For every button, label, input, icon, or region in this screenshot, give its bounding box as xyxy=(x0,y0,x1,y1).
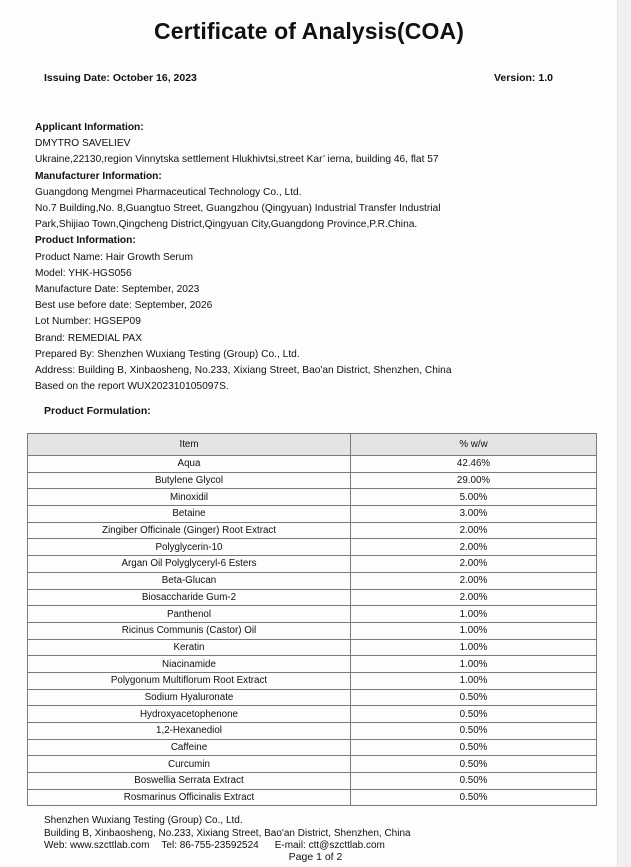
footer-email: E-mail: ctt@szcttlab.com xyxy=(274,840,385,851)
table-row xyxy=(28,739,597,756)
report-reference: Based on the report WUX202310105097S. xyxy=(35,381,229,393)
ingredient-percent: 0.50% xyxy=(351,739,597,756)
brand: Brand: REMEDIAL PAX xyxy=(35,332,143,344)
table-row xyxy=(28,589,597,606)
ingredient-name: Polygonum Multiflorum Root Extract xyxy=(28,672,351,689)
table-row xyxy=(28,472,597,489)
ingredient-percent: 1.00% xyxy=(351,672,597,689)
page-edge-scroll-area xyxy=(617,0,631,867)
table-row xyxy=(28,556,597,573)
applicant-address: Ukraine,22130,region Vinnytska settlement Hlukhivtsi,street Kar’ ierna, building 46, flat 57 xyxy=(35,154,439,166)
table-row xyxy=(28,489,597,506)
prepared-by: Prepared By: Shenzhen Wuxiang Testing (Group) Co., Ltd. xyxy=(35,348,300,360)
table-row xyxy=(28,456,597,473)
table-row xyxy=(28,606,597,623)
version: Version: 1.0 xyxy=(494,72,553,84)
document-title: Certificate of Analysis(COA) xyxy=(154,18,464,44)
column-header-percent: % w/w xyxy=(351,434,597,456)
ingredient-name: Ricinus Communis (Castor) Oil xyxy=(28,622,351,639)
product-heading: Product Information: xyxy=(35,235,136,247)
ingredient-percent: 3.00% xyxy=(351,506,597,523)
table-row xyxy=(28,639,597,656)
ingredient-name: Niacinamide xyxy=(28,656,351,673)
column-header-item: Item xyxy=(28,434,351,456)
ingredient-percent: 5.00% xyxy=(351,489,597,506)
ingredient-name: Butylene Glycol xyxy=(28,472,351,489)
manufacture-date: Manufacture Date: September, 2023 xyxy=(35,284,200,296)
ingredient-name: Boswellia Serrata Extract xyxy=(28,773,351,790)
footer-tel: Tel: 86-755-23592524 xyxy=(161,840,259,851)
ingredient-percent: 2.00% xyxy=(351,556,597,573)
ingredient-percent: 2.00% xyxy=(351,589,597,606)
ingredient-percent: 1.00% xyxy=(351,606,597,623)
ingredient-percent: 2.00% xyxy=(351,572,597,589)
ingredient-percent: 0.50% xyxy=(351,723,597,740)
applicant-heading: Applicant Information: xyxy=(35,122,144,133)
ingredient-name: Curcumin xyxy=(28,756,351,773)
best-before-date: Best use before date: September, 2026 xyxy=(35,300,213,312)
table-row xyxy=(28,756,597,773)
ingredient-percent: 0.50% xyxy=(351,789,597,806)
ingredient-percent: 1.00% xyxy=(351,656,597,673)
ingredient-percent: 1.00% xyxy=(351,639,597,656)
table-row xyxy=(28,572,597,589)
ingredient-name: Caffeine xyxy=(28,739,351,756)
product-model: Model: YHK-HGS056 xyxy=(35,267,132,279)
table-row xyxy=(28,672,597,689)
table-row xyxy=(28,689,597,706)
table-row xyxy=(28,522,597,539)
footer-company: Shenzhen Wuxiang Testing (Group) Co., Ltd. xyxy=(44,815,243,826)
ingredient-name: 1,2-Hexanediol xyxy=(28,723,351,740)
ingredient-name: Biosaccharide Gum-2 xyxy=(28,589,351,606)
table-row xyxy=(28,506,597,523)
ingredient-percent: 0.50% xyxy=(351,706,597,723)
ingredient-name: Keratin xyxy=(28,639,351,656)
ingredient-percent: 0.50% xyxy=(351,756,597,773)
prepared-by-address: Address: Building B, Xinbaosheng, No.233, Xixiang Street, Bao'an District, Shenzhen, China xyxy=(35,365,452,377)
manufacturer-heading: Manufacturer Information: xyxy=(35,170,162,182)
info-section xyxy=(35,120,451,395)
ingredient-percent: 0.50% xyxy=(351,773,597,790)
ingredient-name: Aqua xyxy=(28,456,351,473)
product-name: Product Name: Hair Growth Serum xyxy=(35,251,193,263)
ingredient-percent: 42.46% xyxy=(351,456,597,473)
table-row xyxy=(28,656,597,673)
applicant-name: DMYTRO SAVELIEV xyxy=(35,138,131,150)
table-row xyxy=(28,789,597,806)
ingredient-percent: 1.00% xyxy=(351,622,597,639)
table-row xyxy=(28,622,597,639)
ingredient-percent: 0.50% xyxy=(351,689,597,706)
table-row xyxy=(28,539,597,556)
ingredient-percent: 29.00% xyxy=(351,472,597,489)
table-row xyxy=(28,773,597,790)
ingredient-name: Rosmarinus Officinalis Extract xyxy=(28,789,351,806)
manufacturer-address-line1: No.7 Building,No. 8,Guangtuo Street, Guangzhou (Qingyuan) Industrial Transfer Industrial xyxy=(35,203,441,215)
ingredient-name: Sodium Hyaluronate xyxy=(28,689,351,706)
ingredient-name: Polyglycerin-10 xyxy=(28,539,351,556)
ingredient-name: Hydroxyacetophenone xyxy=(28,706,351,723)
ingredient-name: Beta-Glucan xyxy=(28,572,351,589)
ingredient-name: Panthenol xyxy=(28,606,351,623)
lot-number: Lot Number: HGSEP09 xyxy=(35,316,141,328)
ingredient-percent: 2.00% xyxy=(351,539,597,556)
manufacturer-address-line2: Park,Shijiao Town,Qingcheng District,Qingyuan City,Guangdong Province,P.R.China. xyxy=(35,219,418,231)
ingredient-percent: 2.00% xyxy=(351,522,597,539)
footer xyxy=(44,815,411,853)
formulation-heading: Product Formulation: xyxy=(44,405,151,417)
issuing-date: Issuing Date: October 16, 2023 xyxy=(44,72,197,84)
footer-web: Web: www.szcttlab.com xyxy=(44,840,150,851)
ingredient-name: Argan Oil Polyglyceryl-6 Esters xyxy=(28,556,351,573)
table-row xyxy=(28,723,597,740)
ingredient-name: Betaine xyxy=(28,506,351,523)
footer-address: Building B, Xinbaosheng, No.233, Xixiang Street, Bao'an District, Shenzhen, China xyxy=(44,827,411,839)
formulation-table xyxy=(27,433,597,806)
table-header-row xyxy=(28,434,597,456)
table-body xyxy=(28,456,597,806)
table-row xyxy=(28,706,597,723)
manufacturer-name: Guangdong Mengmei Pharmaceutical Technology Co., Ltd. xyxy=(35,186,302,198)
ingredient-name: Zingiber Officinale (Ginger) Root Extract xyxy=(28,522,351,539)
ingredient-name: Minoxidil xyxy=(28,489,351,506)
page-number: Page 1 of 2 xyxy=(288,851,343,863)
